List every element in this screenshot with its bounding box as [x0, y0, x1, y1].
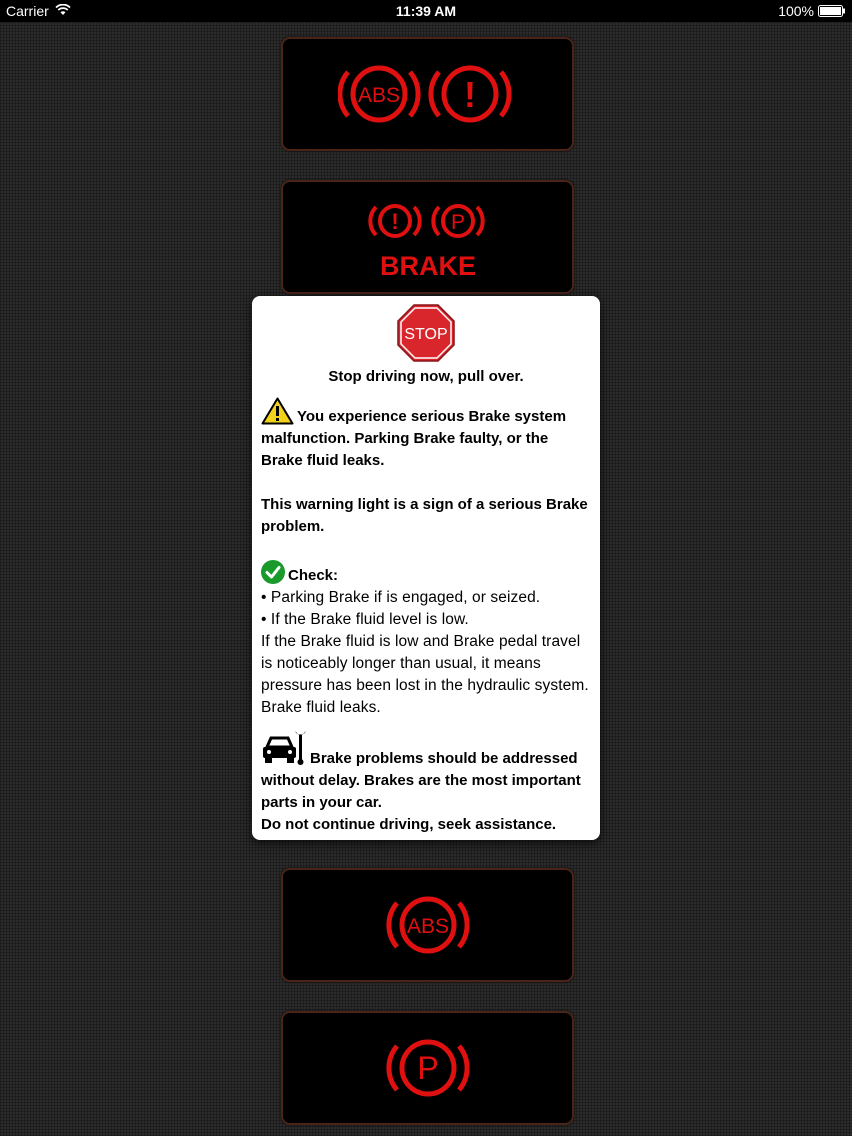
check-item: • Parking Brake if is engaged, or seized. [261, 589, 541, 606]
check-heading [261, 560, 591, 587]
clock: 11:39 AM [395, 3, 457, 19]
exclamation-brake-icon [370, 206, 419, 236]
exclamation-icon-text: ! [463, 74, 476, 115]
brake-lights [353, 194, 503, 280]
check-note: If the Brake fluid is low and Brake pedal travel is noticeably longer than usual, it means pressure has been lost in the hydraulic system. Brake fluid leaks. [261, 633, 589, 716]
parking-icon-text: P [416, 1050, 439, 1086]
brake-label: BRAKE [379, 251, 476, 280]
exclamation-brake-icon [430, 68, 508, 120]
parking-brake-icon [385, 1033, 471, 1103]
abs-icon [385, 890, 471, 960]
warning-light-tile-abs-brake[interactable] [281, 37, 574, 151]
warning-sign-text: This warning light is a sign of a serious Brake problem. [261, 496, 588, 535]
battery-percentage: 100% [778, 3, 814, 19]
battery-icon [818, 5, 846, 17]
status-bar [0, 0, 852, 22]
exclamation-icon-text: ! [390, 209, 399, 234]
brake-warning-popup [252, 296, 600, 840]
caution-triangle-icon [261, 397, 294, 425]
abs-and-brake-lights [338, 59, 518, 129]
car-wrench-icon [261, 729, 307, 767]
abs-icon-text: ABS [357, 84, 400, 107]
popup-headline: Stop driving now, pull over. [328, 368, 524, 385]
final-text: Do not continue driving, seek assistance. [261, 816, 557, 833]
warning-text: You experience serious Brake system malfunction. Parking Brake faulty, or the Brake fluid leaks. [261, 408, 567, 469]
warning-light-tile-abs[interactable] [281, 868, 574, 982]
warning-light-tile-parking-brake[interactable] [281, 1011, 574, 1125]
abs-icon-text: ABS [406, 915, 449, 938]
checkmark-icon [261, 560, 285, 584]
abs-icon [339, 68, 417, 120]
service-paragraph [261, 729, 591, 814]
parking-icon-text: P [450, 211, 465, 234]
warning-paragraph [261, 397, 591, 472]
service-text: Brake problems should be addressed without delay. Brakes are the most important parts in your car. [261, 750, 581, 811]
warning-light-tile-brake[interactable] [281, 180, 574, 294]
parking-brake-icon [433, 206, 482, 236]
check-item: • If the Brake fluid level is low. [261, 611, 469, 628]
stop-sign-icon [397, 304, 455, 362]
stop-sign-text: STOP [404, 326, 448, 343]
check-title: Check: [288, 567, 339, 584]
carrier-label: Carrier [6, 3, 49, 19]
